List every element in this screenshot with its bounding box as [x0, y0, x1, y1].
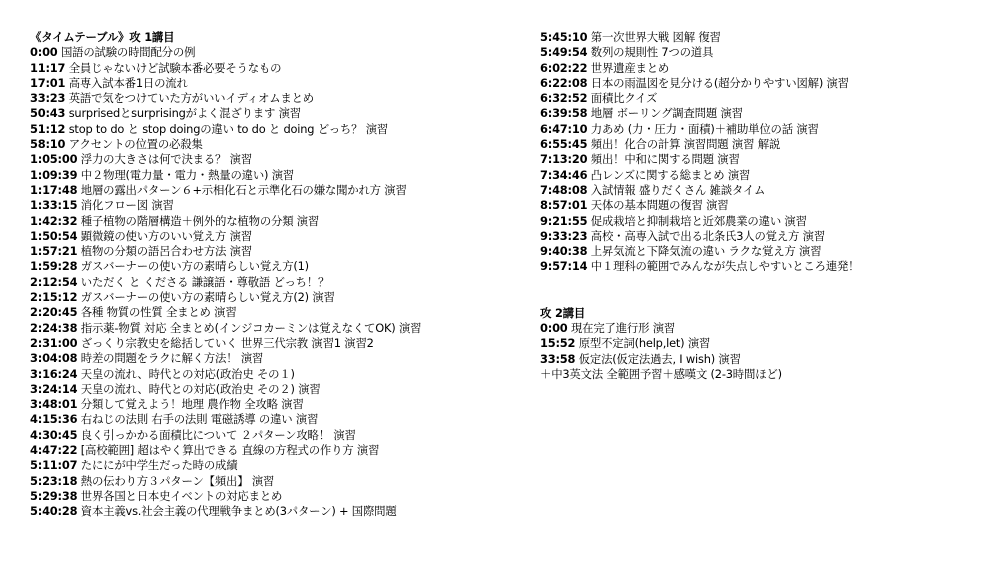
entry-title: 時差の問題をラクに解く方法！ 演習: [80, 351, 264, 366]
timestamp-entry: [30, 45, 530, 60]
entry-title: ガスバーナーの使い方の素晴らしい覚え方(2) 演習: [80, 290, 335, 305]
entry-title: ガスバーナーの使い方の素晴らしい覚え方(1): [80, 259, 309, 274]
timestamp-entry: [30, 290, 530, 305]
entry-title: 頻出！化合の計算 演習問題 演習 解説: [590, 137, 781, 152]
timetable-heading: 《タイムテーブル》攻 1講目: [30, 30, 175, 44]
timestamp-entry: [540, 76, 990, 91]
entry-title: 右ねじの法則 右手の法則 電磁誘導 の違い 演習: [80, 412, 319, 427]
entry-title: 中２物理(電力量・電力・熱量の違い) 演習: [80, 167, 295, 182]
timestamp-entry: [30, 504, 530, 519]
timestamp-entry: [540, 122, 990, 137]
entry-title: 世界遺産まとめ: [590, 60, 670, 75]
lecture2-entry-list: [540, 321, 990, 367]
lecture2-heading: 攻 2講目: [540, 305, 586, 320]
entry-time: 1:59:28: [30, 259, 78, 274]
entry-time: 6:22:08: [540, 75, 588, 90]
timestamp-entry: [30, 152, 530, 167]
timestamp-entry: [30, 351, 530, 366]
entry-title: ざっくり宗教史を総括していく 世界三代宗教 演習1 演習2: [80, 335, 374, 350]
entry-time: 0:00: [30, 45, 58, 60]
entry-title: 数列の規則性 7つの道具: [590, 45, 714, 60]
timestamp-entry: [540, 106, 990, 121]
entry-time: 1:33:15: [30, 198, 78, 213]
entry-title: [高校範囲] 超はやく算出できる 直線の方程式の作り方 演習: [80, 443, 380, 458]
entry-title: 地層 ボーリング調査問題 演習: [590, 106, 743, 121]
entry-time: 2:15:12: [30, 290, 78, 305]
entry-time: 33:23: [30, 91, 66, 106]
entry-time: 5:29:38: [30, 488, 78, 503]
entry-time: 1:57:21: [30, 244, 78, 259]
entry-time: 1:17:48: [30, 182, 78, 197]
entry-time: 11:17: [30, 60, 66, 75]
timestamp-entry: [30, 428, 530, 443]
entry-time: 7:48:08: [540, 182, 588, 197]
entry-time: 4:47:22: [30, 443, 78, 458]
entry-title: surprisedとsurprisingがよく混ざります 演習: [68, 106, 301, 121]
entry-time: 2:20:45: [30, 305, 78, 320]
entry-time: 7:13:20: [540, 152, 588, 167]
entry-time: 3:16:24: [30, 366, 78, 381]
lecture2-note: ＋中3英文法 全範囲予習＋感嘆文 (2-3時間ほど): [540, 366, 782, 381]
entry-title: 促成栽培と抑制栽培と近郊農業の違い 演習: [590, 213, 807, 228]
timestamp-entry: [30, 198, 530, 213]
entry-title: 資本主義vs.社会主義の代理戦争まとめ(3パターン) + 国際問題: [80, 504, 397, 519]
timestamp-entry: [30, 229, 530, 244]
entry-title: stop to do と stop doingの違い to do と doing どっち？ 演習: [68, 121, 389, 136]
timestamp-entry: [30, 382, 530, 397]
entry-title: 頻出！中和に関する問題 演習: [590, 152, 740, 167]
entry-title: 入試情報 盛りだくさん 雑談タイム: [590, 182, 766, 197]
timestamp-entry: [540, 61, 990, 76]
entry-time: 1:50:54: [30, 228, 78, 243]
entry-time: 4:15:36: [30, 412, 78, 427]
timestamp-entry: [540, 229, 990, 244]
timestamp-entry: [30, 489, 530, 504]
timestamp-entry: [30, 275, 530, 290]
right-entry-list: [540, 30, 990, 275]
entry-title: 凸レンズに関する総まとめ 演習: [590, 167, 751, 182]
timestamp-entry: [30, 321, 530, 336]
entry-time: 9:40:38: [540, 244, 588, 259]
entry-title: 種子植物の階層構造＋例外的な植物の分類 演習: [80, 213, 320, 228]
entry-time: 1:42:32: [30, 213, 78, 228]
entry-title: 熱の伝わり方３パターン【頻出】 演習: [80, 473, 275, 488]
entry-title: 高専入試本番1日の流れ: [68, 75, 188, 90]
entry-title: 分類して覚えよう！地理 農作物 全攻略 演習: [80, 397, 304, 412]
entry-title: 上昇気流と下降気流の違い ラクな覚え方 演習: [590, 244, 822, 259]
entry-time: 2:24:38: [30, 320, 78, 335]
entry-time: 17:01: [30, 75, 66, 90]
timestamp-entry: [30, 397, 530, 412]
timestamp-entry: [540, 30, 990, 45]
entry-time: 5:49:54: [540, 45, 588, 60]
section-gap: [540, 275, 990, 306]
timestamp-entry: [540, 259, 990, 274]
entry-title: 指示薬-物質 対応 全まとめ(インジコカーミンは覚えなくてOK) 演習: [80, 320, 422, 335]
entry-title: 世界各国と日本史イベントの対応まとめ: [80, 488, 283, 503]
entry-time: 1:05:00: [30, 152, 78, 167]
entry-time: 4:30:45: [30, 427, 78, 442]
entry-time: 5:45:10: [540, 30, 588, 44]
timestamp-entry: [30, 91, 530, 106]
timestamp-entry: [30, 183, 530, 198]
timestamp-entry: [30, 443, 530, 458]
entry-time: 58:10: [30, 137, 66, 152]
timestamp-entry: [30, 244, 530, 259]
entry-time: 9:57:14: [540, 259, 588, 274]
entry-title: 中１理科の範囲でみんなが失点しやすいところ連発！: [590, 259, 860, 274]
entry-title: 現在完了進行形 演習: [570, 321, 676, 336]
entry-title: 天体の基本問題の復習 演習: [590, 198, 729, 213]
timestamp-entry: [30, 106, 530, 121]
entry-title: アクセントの位置の必殺集: [68, 137, 203, 152]
timestamp-entry: [30, 458, 530, 473]
right-column: [540, 30, 990, 382]
timestamp-entry: [540, 198, 990, 213]
left-column: [30, 30, 530, 520]
entry-title: 仮定法(仮定法過去, I wish) 演習: [578, 351, 741, 366]
entry-time: 15:52: [540, 336, 576, 351]
entry-title: 各種 物質の性質 全まとめ 演習: [80, 305, 237, 320]
entry-time: 51:12: [30, 121, 66, 136]
timestamp-entry: [30, 214, 530, 229]
entry-title: 消化フロー図 演習: [80, 198, 174, 213]
entry-time: 7:34:46: [540, 167, 588, 182]
entry-title: 高校・高専入試で出る北条氏3人の覚え方 演習: [590, 228, 826, 243]
entry-time: 3:04:08: [30, 351, 78, 366]
timestamp-entry: [30, 474, 530, 489]
entry-title: 天皇の流れ、時代との対応(政治史 その１): [80, 366, 295, 381]
entry-time: 6:32:52: [540, 91, 588, 106]
timestamp-entry: [540, 91, 990, 106]
entry-time: 3:48:01: [30, 397, 78, 412]
entry-time: 9:33:23: [540, 228, 588, 243]
entry-time: 6:39:58: [540, 106, 588, 121]
timestamp-entry: [540, 183, 990, 198]
entry-title: 第一次世界大戦 図解 復習: [590, 30, 721, 44]
entry-title: 顕微鏡の使い方のいい覚え方 演習: [80, 228, 253, 243]
entry-title: いただく と くださる 謙譲語・尊敬語 どっち！？: [80, 274, 330, 289]
timestamp-entry: [540, 321, 990, 336]
timestamp-entry: [540, 244, 990, 259]
entry-title: 日本の雨温図を見分ける(超分かりやすい図解) 演習: [590, 75, 849, 90]
entry-time: 0:00: [540, 321, 568, 336]
timestamp-entry: [30, 76, 530, 91]
left-entry-list: [30, 45, 530, 519]
entry-time: 5:23:18: [30, 473, 78, 488]
entry-time: 33:58: [540, 351, 576, 366]
entry-title: 原型不定詞(help,let) 演習: [578, 336, 711, 351]
entry-title: 全員じゃないけど試験本番必要そうなもの: [68, 60, 282, 75]
entry-title: 英語で気をつけていた方がいいイディオムまとめ: [68, 91, 314, 106]
timestamp-entry: [30, 259, 530, 274]
timestamp-entry: [30, 137, 530, 152]
entry-title: 天皇の流れ、時代との対応(政治史 その２) 演習: [80, 381, 321, 396]
entry-time: 5:11:07: [30, 458, 78, 473]
entry-title: たににが中学生だった時の成績: [80, 458, 238, 473]
timestamp-entry: [30, 61, 530, 76]
entry-title: 植物の分類の語呂合わせ方法 演習: [80, 244, 253, 259]
timestamp-entry: [30, 305, 530, 320]
timestamp-entry: [30, 412, 530, 427]
entry-title: 面積比クイズ: [590, 91, 658, 106]
entry-time: 2:12:54: [30, 274, 78, 289]
entry-time: 6:02:22: [540, 60, 588, 75]
timestamp-entry: [30, 122, 530, 137]
entry-title: 国語の試験の時間配分の例: [60, 45, 196, 60]
timestamp-entry: [540, 152, 990, 167]
entry-time: 6:47:10: [540, 121, 588, 136]
timestamp-entry: [30, 367, 530, 382]
timestamp-entry: [540, 352, 990, 367]
entry-time: 50:43: [30, 106, 66, 121]
entry-title: 良く引っかかる面積比について ２パターン攻略！ 演習: [80, 427, 356, 442]
timestamp-entry: [540, 45, 990, 60]
timestamp-entry: [540, 336, 990, 351]
timestamp-entry: [30, 336, 530, 351]
entry-time: 5:40:28: [30, 504, 78, 519]
timestamp-entry: [540, 168, 990, 183]
entry-time: 9:21:55: [540, 213, 588, 228]
entry-title: 力あめ (力・圧力・面積)＋補助単位の話 演習: [590, 121, 819, 136]
entry-time: 8:57:01: [540, 198, 588, 213]
entry-time: 2:31:00: [30, 335, 78, 350]
timestamp-entry: [30, 168, 530, 183]
entry-title: 地層の露出パターン６+示相化石と示準化石の嫌な聞かれ方 演習: [80, 182, 407, 197]
timestamp-entry: [540, 214, 990, 229]
entry-time: 1:09:39: [30, 167, 78, 182]
entry-time: 6:55:45: [540, 137, 588, 152]
entry-time: 3:24:14: [30, 381, 78, 396]
entry-title: 浮力の大きさは何で決まる？ 演習: [80, 152, 253, 167]
timestamp-entry: [540, 137, 990, 152]
